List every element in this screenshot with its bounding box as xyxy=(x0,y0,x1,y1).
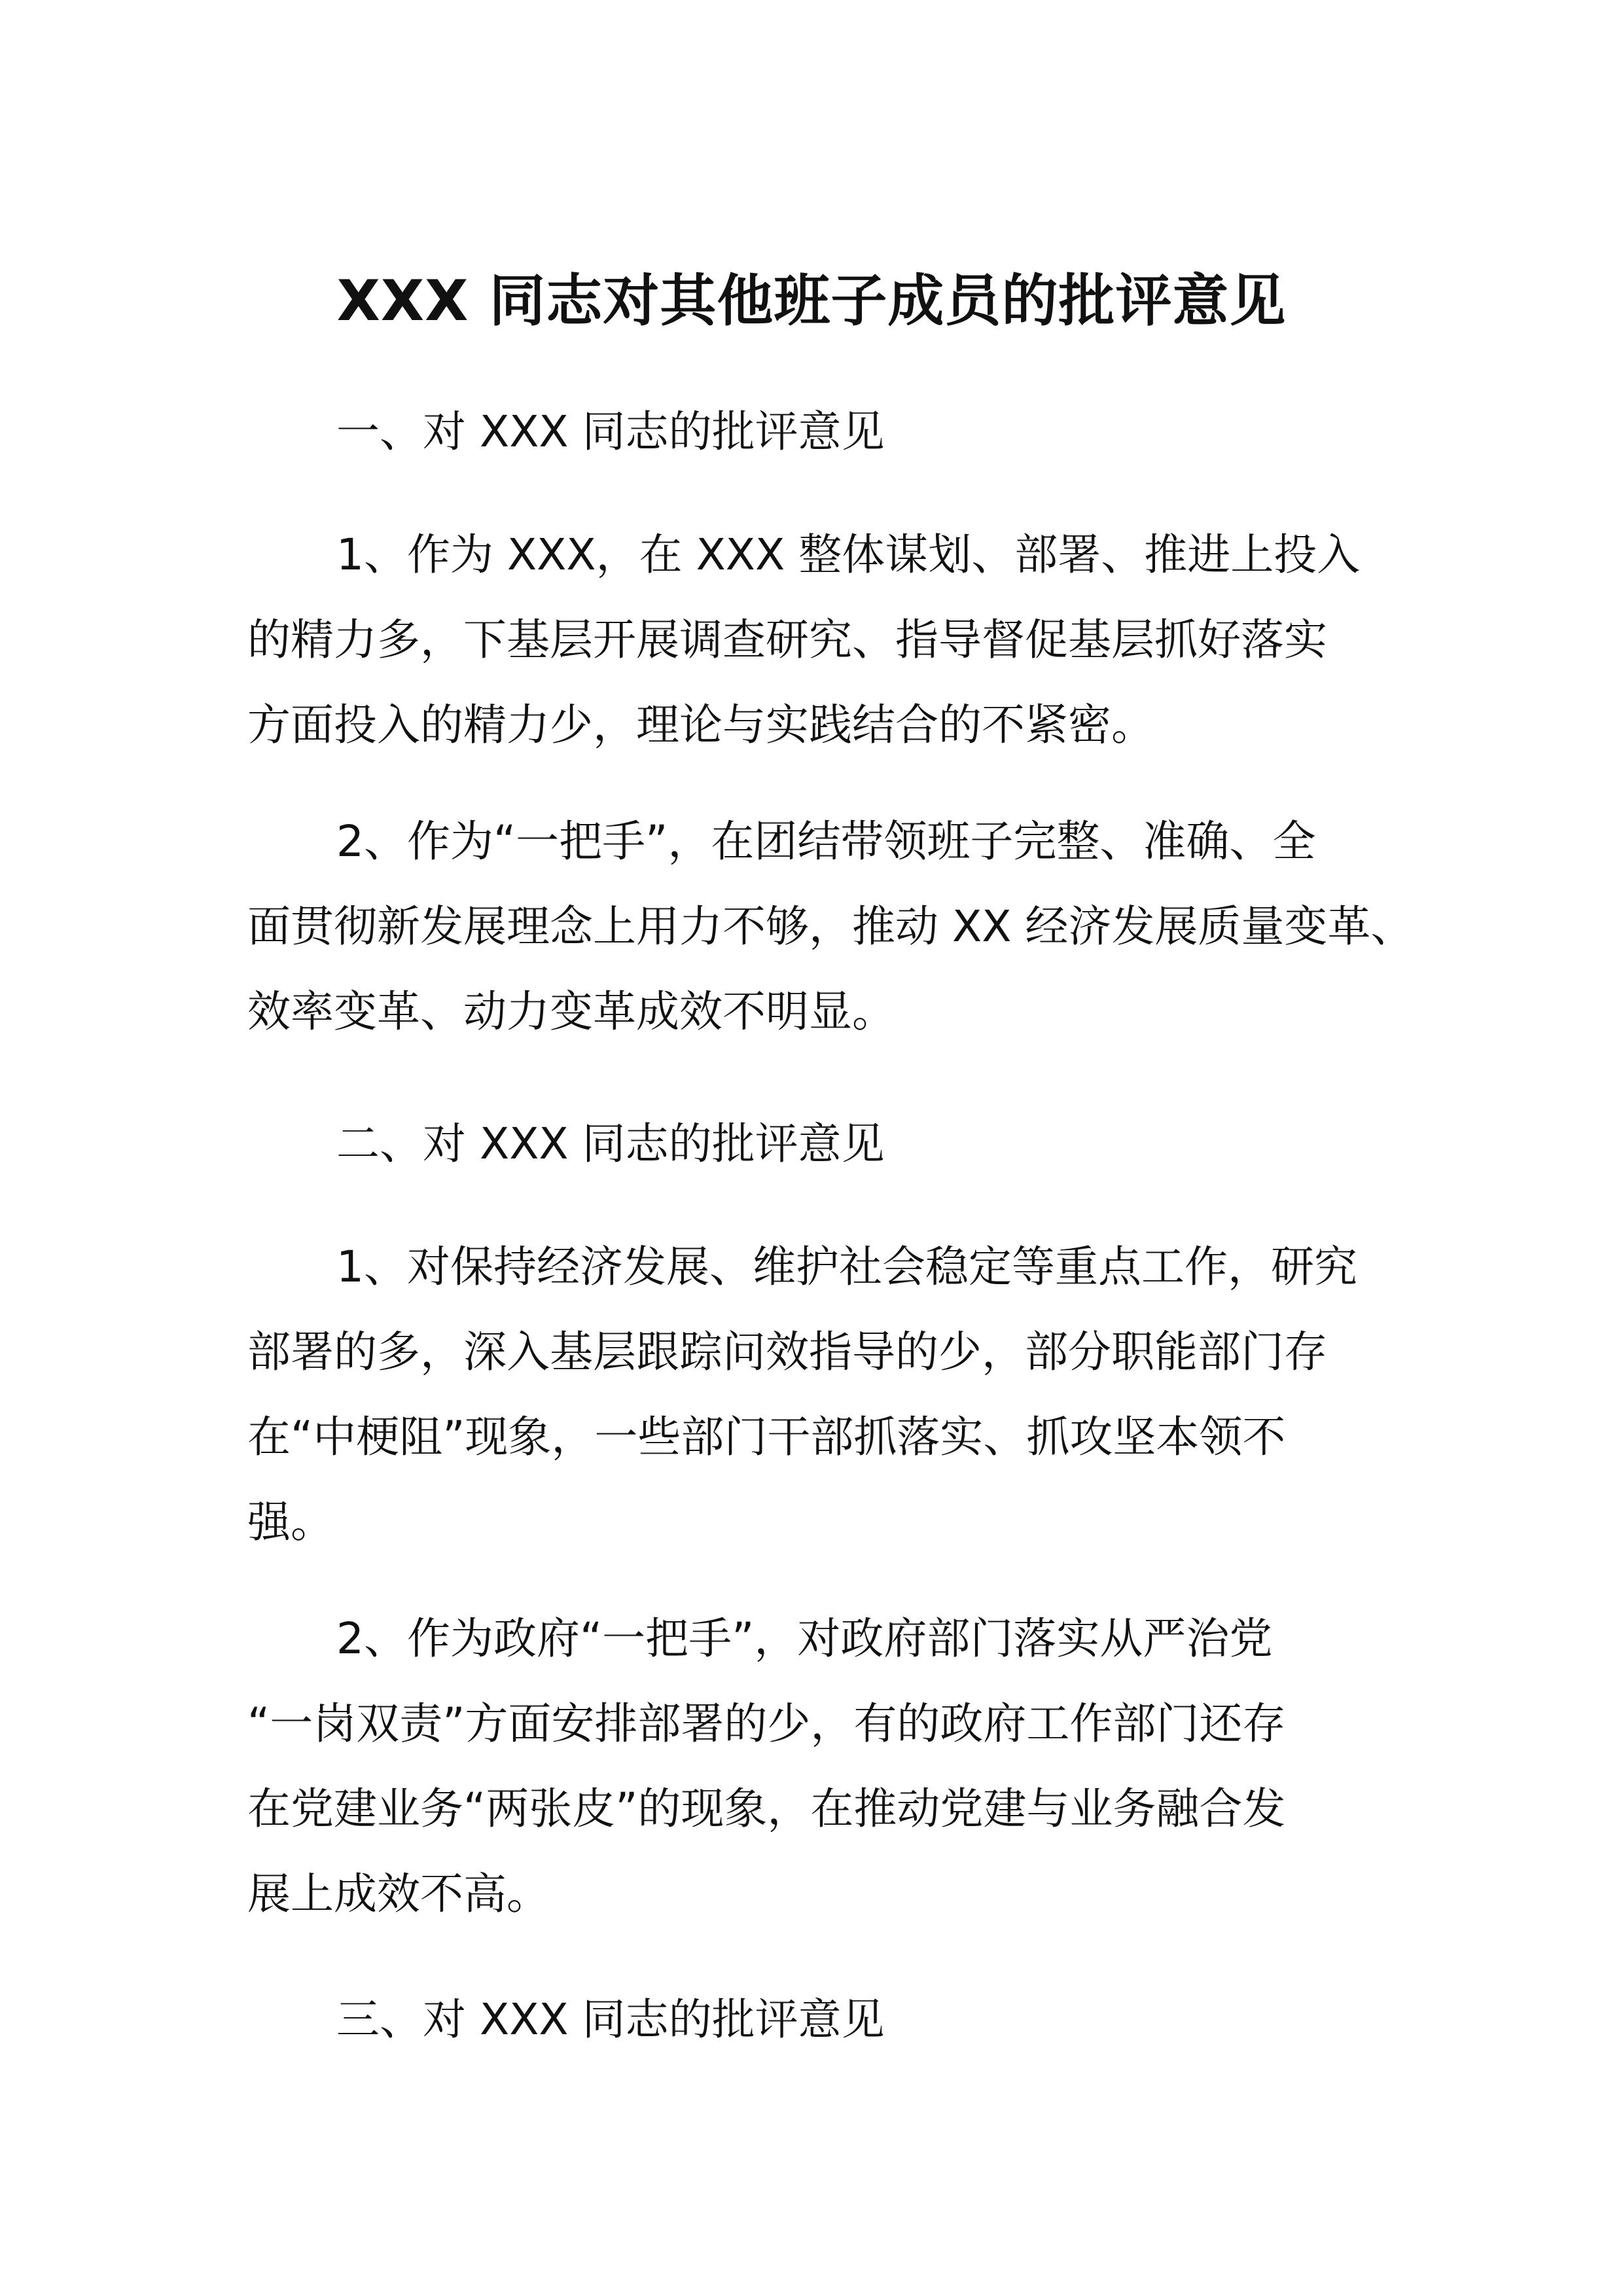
paragraph-line: “一岗双责”方面安排部署的少，有的政府工作部门还存 xyxy=(247,1698,1286,1749)
paragraph-line: 展上成效不高。 xyxy=(247,1869,550,1919)
document-title: XXX 同志对其他班子成员的批评意见 xyxy=(336,268,1287,334)
paragraph-line: 的精力多，下基层开展调查研究、指导督促基层抓好落实 xyxy=(247,615,1327,665)
paragraph-line: 1、对保持经济发展、维护社会稳定等重点工作，研究 xyxy=(336,1242,1357,1292)
paragraph-line: 方面投入的精力少，理论与实践结合的不紧密。 xyxy=(247,700,1154,750)
paragraph-line: 面贯彻新发展理念上用力不够，推动 XX 经济发展质量变革、 xyxy=(247,901,1414,952)
paragraph-line: 在党建业务“两张皮”的现象，在推动党建与业务融合发 xyxy=(247,1784,1286,1834)
paragraph-line: 效率变革、动力变革成效不明显。 xyxy=(247,986,895,1037)
paragraph-line: 在“中梗阻”现象，一些部门干部抓落实、抓攻坚本领不 xyxy=(247,1412,1286,1462)
paragraph-line: 强。 xyxy=(247,1497,334,1547)
paragraph-line: 2、作为“一把手”，在团结带领班子完整、准确、全 xyxy=(336,816,1316,867)
paragraph-line: 部署的多，深入基层跟踪问效指导的少，部分职能部门存 xyxy=(247,1327,1327,1377)
paragraph-line: 2、作为政府“一把手”，对政府部门落实从严治党 xyxy=(336,1613,1273,1664)
section-heading-2: 二、对 XXX 同志的批评意见 xyxy=(336,1119,885,1169)
paragraph-line: 1、作为 XXX，在 XXX 整体谋划、部署、推进上投入 xyxy=(336,529,1361,580)
section-heading-3: 三、对 XXX 同志的批评意见 xyxy=(336,1994,885,2045)
section-heading-1: 一、对 XXX 同志的批评意见 xyxy=(336,406,885,457)
